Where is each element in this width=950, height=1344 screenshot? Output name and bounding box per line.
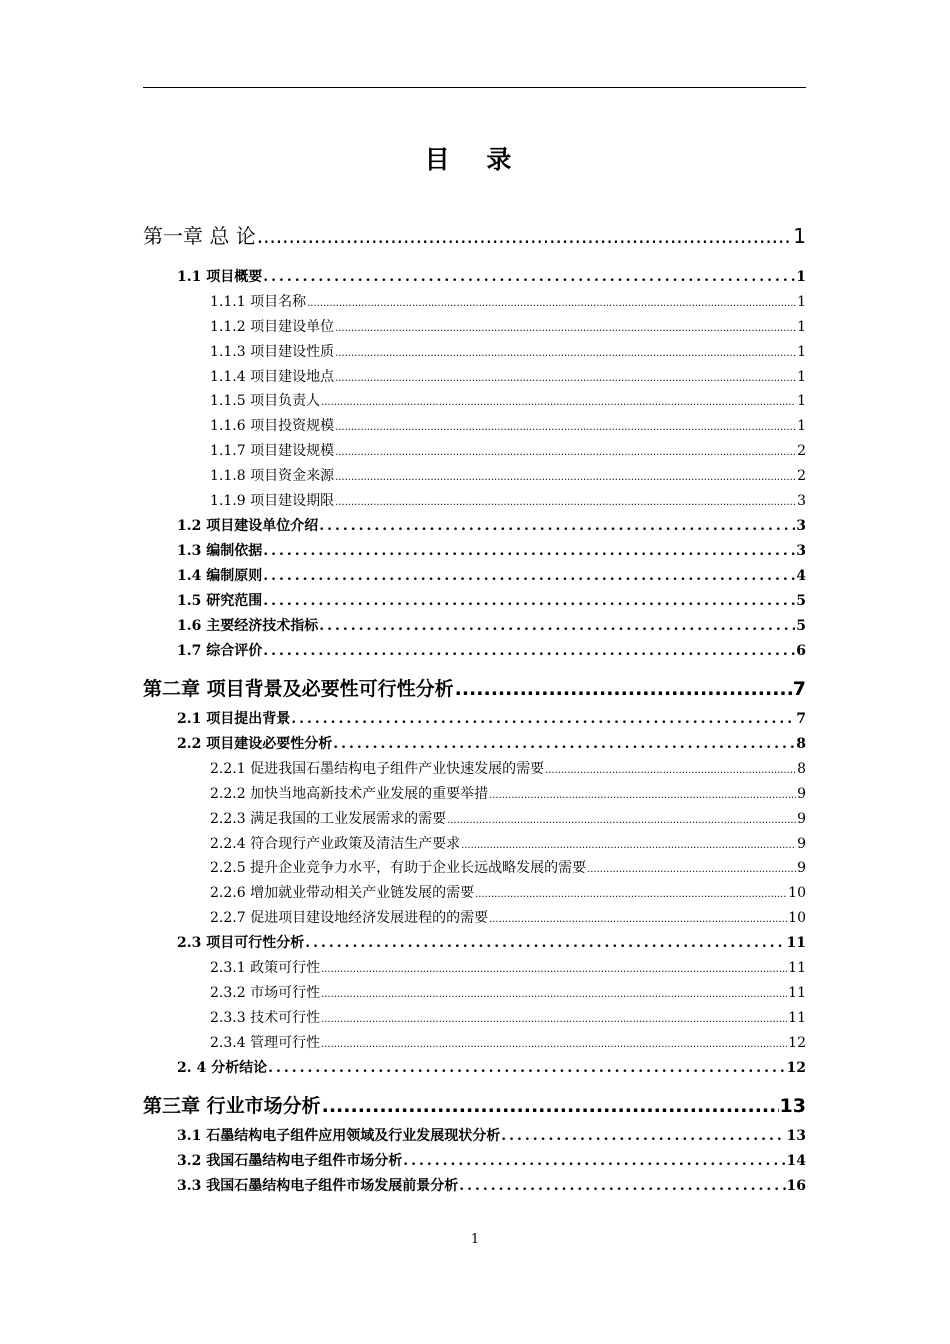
toc-entry-page: 7	[792, 678, 806, 700]
toc-entry-label: 2.2.2 加快当地高新技术产业发展的重要举措	[210, 786, 489, 802]
toc-entry-page: 3	[797, 493, 806, 509]
toc-dot-leader	[263, 269, 795, 285]
toc-section-entry[interactable]	[143, 733, 806, 753]
toc-dot-leader	[489, 790, 796, 801]
toc-entry-page: 1	[797, 369, 806, 385]
toc-entry-page: 1	[797, 319, 806, 335]
toc-dot-leader	[501, 1128, 785, 1144]
toc-dot-leader	[263, 543, 795, 559]
toc-entry-label: 1.1.3 项目建设性质	[210, 344, 335, 360]
toc-entry-label: 第三章 行业市场分析	[143, 1095, 321, 1117]
toc-dot-leader	[321, 1039, 787, 1050]
toc-entry-page: 8	[796, 736, 806, 752]
toc-entry-page: 11	[788, 985, 806, 1001]
toc-section-entry[interactable]	[143, 708, 806, 728]
toc-section-entry[interactable]	[143, 266, 806, 286]
toc-dot-leader	[263, 593, 795, 609]
toc-entry-label: 第一章 总 论	[143, 224, 256, 248]
header-rule	[143, 87, 806, 88]
toc-entry-label: 2.2.4 符合现行产业政策及清洁生产要求	[210, 836, 461, 852]
toc-dot-leader	[263, 568, 795, 584]
toc-subsection-entry[interactable]	[143, 783, 806, 803]
toc-dot-leader	[319, 618, 795, 634]
toc-entry-page: 1	[796, 269, 806, 285]
toc-entry-label: 1.1.1 项目名称	[210, 294, 307, 310]
toc-entry-page: 9	[797, 836, 806, 852]
toc-entry-page: 8	[797, 761, 806, 777]
toc-chapter-entry[interactable]	[143, 220, 806, 249]
toc-entry-page: 13	[779, 1095, 806, 1117]
toc-section-entry[interactable]	[143, 615, 806, 635]
toc-entry-page: 10	[788, 910, 806, 926]
toc-dot-leader	[291, 711, 795, 727]
toc-dot-leader	[305, 935, 785, 951]
toc-entry-label: 1.1.9 项目建设期限	[210, 493, 335, 509]
toc-entry-label: 3.2 我国石墨结构电子组件市场分析	[177, 1153, 403, 1169]
toc-entry-page: 10	[788, 885, 806, 901]
toc-subsection-entry[interactable]	[143, 957, 806, 977]
toc-entry-page: 1	[797, 393, 806, 409]
toc-subsection-entry[interactable]	[143, 440, 806, 460]
toc-entry-page: 9	[797, 786, 806, 802]
toc-entry-label: 2.2.1 促进我国石墨结构电子组件产业快速发展的需要	[210, 761, 545, 777]
toc-section-entry[interactable]	[143, 640, 806, 660]
toc-dot-leader	[333, 736, 795, 752]
toc-section-entry[interactable]	[143, 590, 806, 610]
toc-section-entry[interactable]	[143, 515, 806, 535]
toc-dot-leader	[489, 914, 787, 925]
toc-dot-leader	[459, 1178, 785, 1194]
toc-entry-label: 1.1.6 项目投资规模	[210, 418, 335, 434]
toc-subsection-entry[interactable]	[143, 415, 806, 435]
toc-entry-label: 2.2.3 满足我国的工业发展需求的需要	[210, 811, 447, 827]
toc-entry-page: 2	[797, 443, 806, 459]
toc-subsection-entry[interactable]	[143, 833, 806, 853]
toc-subsection-entry[interactable]	[143, 341, 806, 361]
toc-entry-page: 4	[796, 568, 806, 584]
toc-chapter-entry[interactable]	[143, 1091, 806, 1118]
toc-entry-page: 11	[788, 960, 806, 976]
toc-dot-leader	[307, 298, 796, 309]
toc-entry-page: 7	[796, 711, 806, 727]
toc-dot-leader	[335, 348, 796, 359]
toc-entry-page: 5	[796, 593, 806, 609]
toc-section-entry[interactable]	[143, 1057, 806, 1077]
toc-dot-leader	[335, 447, 796, 458]
toc-entry-page: 11	[788, 1010, 806, 1026]
toc-subsection-entry[interactable]	[143, 366, 806, 386]
toc-entry-label: 1.3 编制依据	[177, 543, 263, 559]
toc-entry-label: 1.4 编制原则	[177, 568, 263, 584]
toc-dot-leader	[335, 422, 796, 433]
toc-dot-leader	[321, 964, 787, 975]
toc-entry-label: 1.5 研究范围	[177, 593, 263, 609]
toc-dot-leader	[447, 815, 796, 826]
toc-subsection-entry[interactable]	[143, 982, 806, 1002]
toc-dot-leader	[335, 323, 796, 334]
toc-entry-label: 2.2.6 增加就业带动相关产业链发展的需要	[210, 885, 475, 901]
toc-entry-label: 1.1.4 项目建设地点	[210, 369, 335, 385]
toc-entry-label: 1.1.2 项目建设单位	[210, 319, 335, 335]
toc-dot-leader	[257, 224, 793, 248]
toc-entry-label: 1.1 项目概要	[177, 269, 263, 285]
toc-section-entry[interactable]	[143, 1125, 806, 1145]
toc-entry-label: 1.7 综合评价	[177, 643, 263, 659]
toc-dot-leader	[461, 840, 796, 851]
toc-entry-label: 2.3.3 技术可行性	[210, 1010, 321, 1026]
toc-subsection-entry[interactable]	[143, 758, 806, 778]
toc-entry-page: 11	[786, 935, 806, 951]
toc-dot-leader	[475, 889, 787, 900]
toc-section-entry[interactable]	[143, 1175, 806, 1195]
toc-section-entry[interactable]	[143, 540, 806, 560]
toc-entry-label: 1.2 项目建设单位介绍	[177, 518, 319, 534]
toc-entry-page: 9	[797, 811, 806, 827]
toc-entry-page: 9	[797, 860, 806, 876]
toc-subsection-entry[interactable]	[143, 808, 806, 828]
toc-entry-page: 3	[796, 543, 806, 559]
toc-entry-label: 2.1 项目提出背景	[177, 711, 291, 727]
toc-dot-leader	[321, 1014, 787, 1025]
toc-entry-label: 2.3.1 政策可行性	[210, 960, 321, 976]
toc-entry-page: 1	[797, 344, 806, 360]
toc-title: 目 录	[424, 145, 526, 174]
toc-subsection-entry[interactable]	[143, 882, 806, 902]
toc-entry-label: 3.1 石墨结构电子组件应用领域及行业发展现状分析	[177, 1128, 501, 1144]
toc-entry-label: 2.3 项目可行性分析	[177, 935, 305, 951]
toc-dot-leader	[322, 1095, 779, 1117]
toc-dot-leader	[319, 518, 795, 534]
toc-entry-page: 13	[786, 1128, 806, 1144]
toc-dot-leader	[321, 397, 796, 408]
toc-section-entry[interactable]	[143, 565, 806, 585]
toc-entry-label: 第二章 项目背景及必要性可行性分析	[143, 678, 454, 700]
toc-entry-page: 5	[796, 618, 806, 634]
toc-entry-page: 3	[796, 518, 806, 534]
toc-entry-page: 12	[786, 1060, 806, 1076]
toc-subsection-entry[interactable]	[143, 291, 806, 311]
toc-dot-leader	[263, 643, 795, 659]
toc-entry-label: 2.3.2 市场可行性	[210, 985, 321, 1001]
toc-section-entry[interactable]	[143, 1150, 806, 1170]
toc-entry-label: 2.2 项目建设必要性分析	[177, 736, 333, 752]
toc-entry-page: 12	[788, 1035, 806, 1051]
toc-subsection-entry[interactable]	[143, 1032, 806, 1052]
toc-subsection-entry[interactable]	[143, 857, 806, 877]
toc-entry-label: 1.1.5 项目负责人	[210, 393, 321, 409]
toc-entry-label: 2.2.5 提升企业竞争力水平，有助于企业长远战略发展的需要	[210, 860, 587, 876]
toc-entry-page: 6	[796, 643, 806, 659]
toc-dot-leader	[268, 1060, 785, 1076]
toc-subsection-entry[interactable]	[143, 490, 806, 510]
toc-entry-page: 1	[797, 294, 806, 310]
toc-chapter-entry[interactable]	[143, 674, 806, 701]
toc-section-entry[interactable]	[143, 932, 806, 952]
toc-subsection-entry[interactable]	[143, 390, 806, 410]
toc-dot-leader	[587, 864, 796, 875]
toc-entry-label: 3.3 我国石墨结构电子组件市场发展前景分析	[177, 1178, 459, 1194]
toc-entry-label: 1.6 主要经济技术指标	[177, 618, 319, 634]
toc-dot-leader	[335, 497, 796, 508]
toc-dot-leader	[545, 765, 796, 776]
toc-subsection-entry[interactable]	[143, 907, 806, 927]
toc-subsection-entry[interactable]	[143, 1007, 806, 1027]
toc-dot-leader	[321, 989, 787, 1000]
toc-entry-label: 2.3.4 管理可行性	[210, 1035, 321, 1051]
page-number: 1	[470, 1232, 480, 1247]
toc-subsection-entry[interactable]	[143, 316, 806, 336]
toc-entry-page: 14	[786, 1153, 806, 1169]
toc-entry-page: 1	[797, 418, 806, 434]
toc-subsection-entry[interactable]	[143, 465, 806, 485]
toc-dot-leader	[335, 472, 796, 483]
toc-entry-label: 1.1.8 项目资金来源	[210, 468, 335, 484]
toc-entry-page: 1	[793, 224, 806, 248]
toc-entry-page: 2	[797, 468, 806, 484]
toc-dot-leader	[455, 678, 792, 700]
toc-entry-label: 2. 4 分析结论	[177, 1060, 268, 1076]
toc-entry-label: 1.1.7 项目建设规模	[210, 443, 335, 459]
toc-dot-leader	[403, 1153, 785, 1169]
toc-dot-leader	[335, 373, 796, 384]
toc-entry-page: 16	[786, 1178, 806, 1194]
toc-entry-label: 2.2.7 促进项目建设地经济发展进程的的需要	[210, 910, 489, 926]
